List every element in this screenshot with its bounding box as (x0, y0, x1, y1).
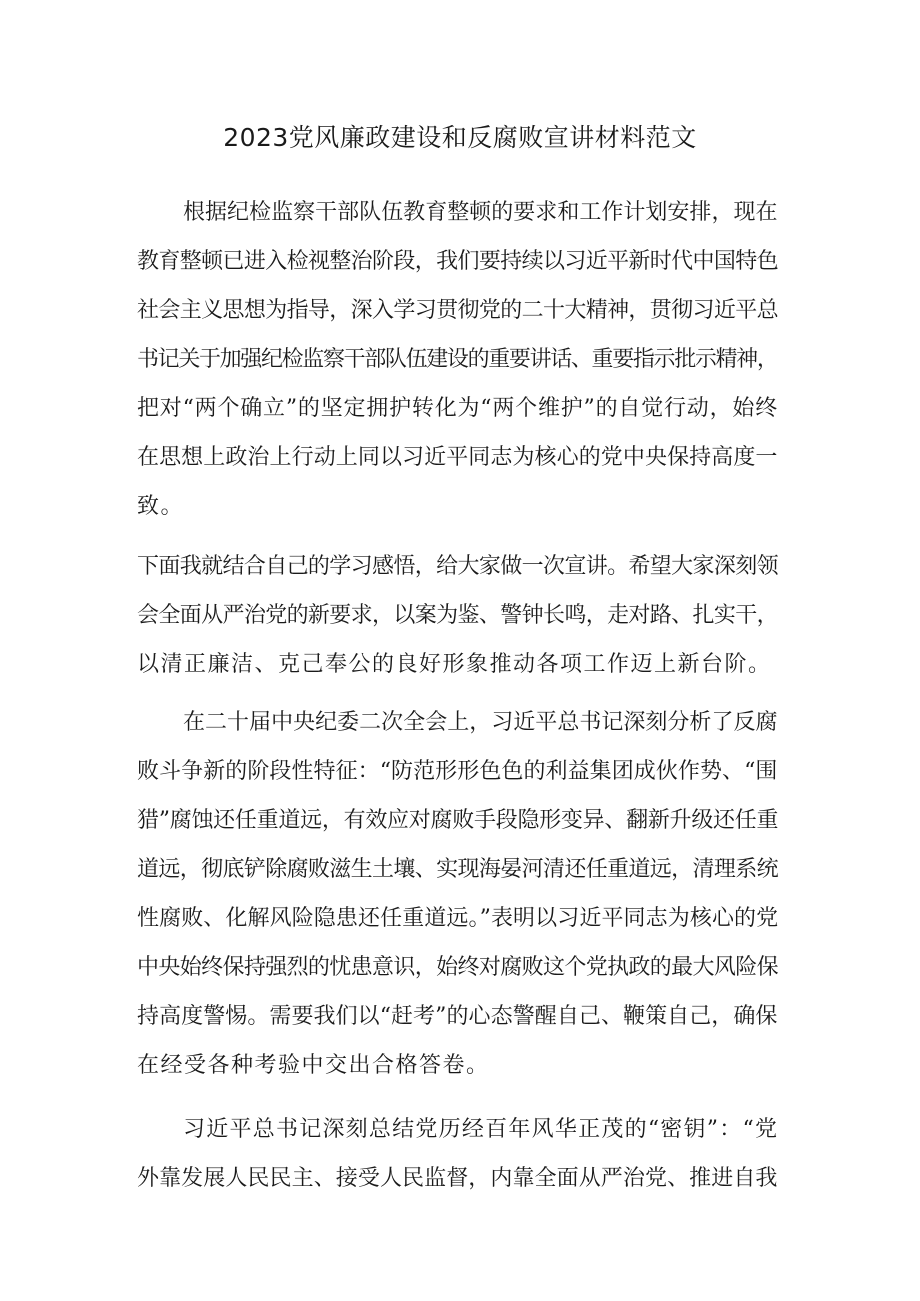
text-line: 中央始终保持强烈的忧患意识，始终对腐败这个党执政的最大风险保 (137, 955, 779, 980)
text-line: 败斗争新的阶段性特征：“防范形形色色的利益集团成伙作势、“围 (137, 759, 778, 784)
text-line: 在经受各种考验中交出合格答卷。 (137, 1053, 490, 1078)
text-line: 把对“两个确立”的坚定拥护转化为“两个维护”的自觉行动，始终 (137, 396, 778, 421)
text-line: 书记关于加强纪检监察干部队伍建设的重要讲话、重要指示批示精神， (137, 347, 778, 372)
text-line: 教育整顿已进入检视整治阶段，我们要持续以习近平新时代中国特色 (137, 249, 779, 274)
text-line: 持高度警惕。需要我们以“赶考”的心态警醒自己、鞭策自己，确保 (137, 1004, 778, 1029)
text-line: 社会主义思想为指导，深入学习贯彻党的二十大精神，贯彻习近平总 (137, 298, 779, 323)
text-line: 猎”腐蚀还任重道远，有效应对腐败手段隐形变异、翻新升级还任重 (137, 808, 779, 833)
text-line: 在思想上政治上行动上同以习近平同志为核心的党中央保持高度一 (137, 445, 778, 470)
text-line: 根据纪检监察干部队伍教育整顿的要求和工作计划安排，现在 (183, 200, 778, 225)
text-line: 道远，彻底铲除腐败滋生土壤、实现海晏河清还任重道远，清理系统 (137, 857, 779, 882)
text-line: 下面我就结合自己的学习感悟，给大家做一次宣讲。希望大家深刻领 (137, 554, 779, 579)
text-line: 会全面从严治党的新要求，以案为鉴、警钟长鸣，走对路、扎实干， (137, 603, 779, 628)
text-line: 以清正廉洁、克己奉公的良好形象推动各项工作迈上新台阶。 (137, 652, 772, 677)
text-line: 致。 (137, 494, 185, 519)
document-title: 2023党风廉政建设和反腐败宣讲材料范文 (223, 123, 697, 152)
text-line: 外靠发展人民民主、接受人民监督，内靠全面从严治党、推进自我 (137, 1166, 778, 1191)
text-line: 习近平总书记深刻总结党历经百年风华正茂的“密钥”：“党 (183, 1117, 779, 1142)
text-line: 在二十届中央纪委二次全会上，习近平总书记深刻分析了反腐 (183, 710, 778, 735)
text-line: 性腐败、化解风险隐患还任重道远。”表明以习近平同志为核心的党 (137, 906, 779, 931)
